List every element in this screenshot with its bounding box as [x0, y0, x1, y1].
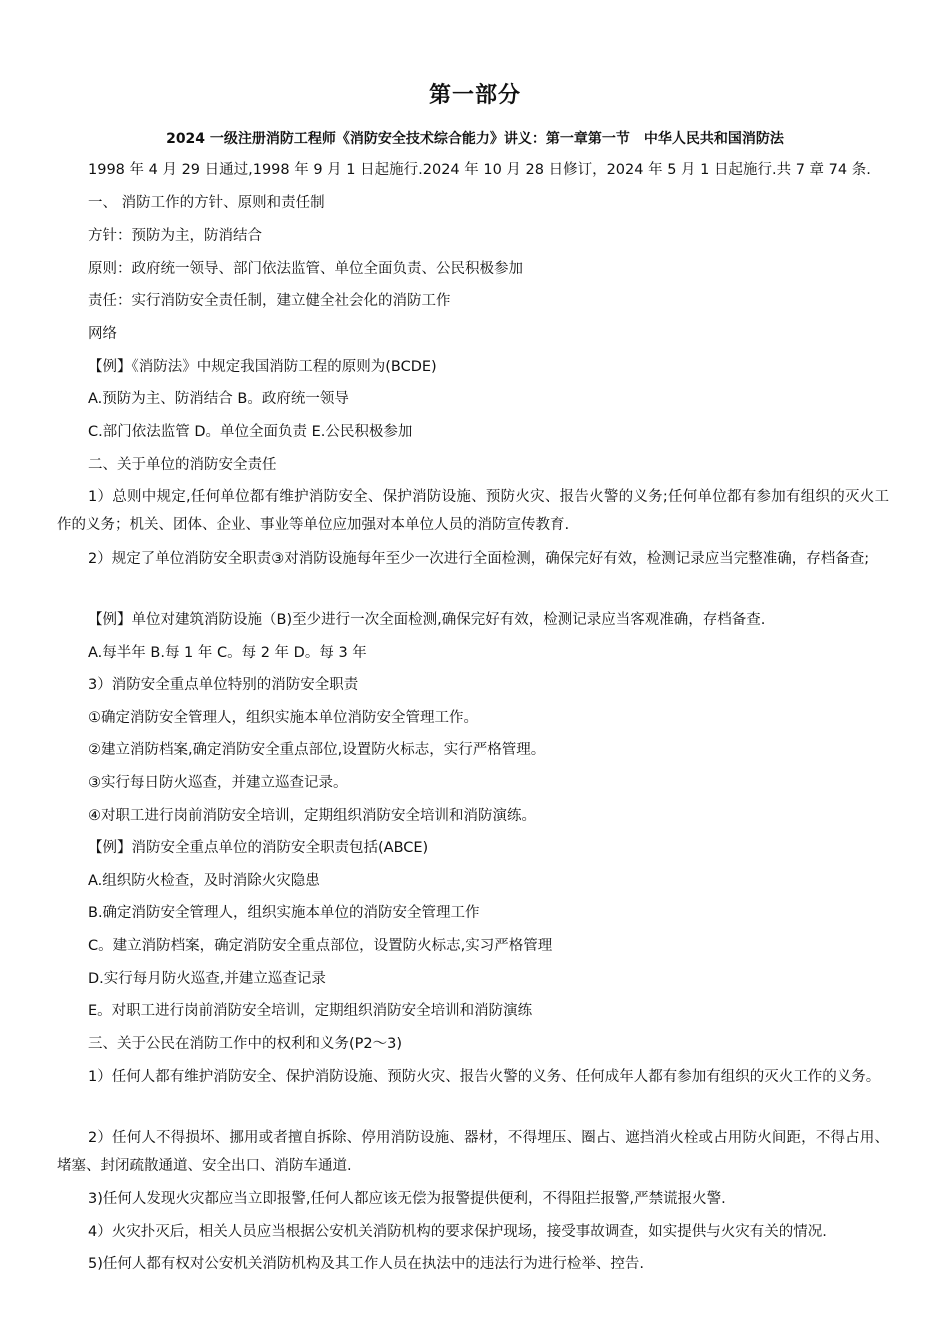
- document-subtitle: 2024 一级注册消防工程师《消防安全技术综合能力》讲义：第一章第一节 中华人民共和国消防法: [166, 131, 784, 147]
- section-heading-2: 二、关于单位的消防安全责任: [88, 457, 277, 473]
- paragraph: 5)任何人都有权对公安机关消防机构及其工作人员在执法中的违法行为进行检举、控告.: [88, 1256, 644, 1272]
- example-options: A.预防为主、防消结合 B。政府统一领导: [88, 391, 349, 407]
- page-title: 第一部分: [428, 83, 521, 108]
- list-item: ④对职工进行岗前消防安全培训，定期组织消防安全培训和消防演练。: [88, 808, 536, 824]
- section-heading-1: 一、 消防工作的方针、原则和责任制: [88, 195, 325, 211]
- paragraph: 3)任何人发现火灾都应当立即报警,任何人都应该无偿为报警提供便利，不得阻拦报警,严禁谎报火警.: [88, 1191, 726, 1207]
- paragraph: 1）总则中规定,任何单位都有维护消防安全、保护消防设施、预防火灾、报告火警的义务;任何单位都有参加有组织的灭火工作的义务；机关、团体、企业、事业等单位应加强对本单位人员的消防宣传教育.: [57, 489, 889, 533]
- paragraph: 网络: [88, 326, 117, 342]
- paragraph: 3）消防安全重点单位特别的消防安全职责: [88, 677, 359, 693]
- paragraph: 原则：政府统一领导、部门依法监管、单位全面负责、公民积极参加: [88, 261, 523, 277]
- paragraph: 2）规定了单位消防安全职责③对消防设施每年至少一次进行全面检测，确保完好有效，检测记录应当完整准确，存档备查;: [88, 551, 870, 567]
- section-heading-3: 三、关于公民在消防工作中的权利和义务(P2～3): [88, 1036, 403, 1052]
- paragraph: 4）火灾扑灭后，相关人员应当根据公安机关消防机构的要求保护现场，接受事故调查，如实提供与火灾有关的情况.: [88, 1224, 827, 1240]
- intro-paragraph: 1998 年 4 月 29 日通过,1998 年 9 月 1 日起施行.2024 年 10 月 28 日修订，2024 年 5 月 1 日起施行.共 7 章 74 条.: [88, 162, 871, 178]
- example-question: 【例】单位对建筑消防设施（B)至少进行一次全面检测,确保完好有效，检测记录应当客观准确，存档备查.: [88, 612, 766, 628]
- list-item: ②建立消防档案,确定消防安全重点部位,设置防火标志，实行严格管理。: [88, 742, 546, 758]
- example-options: C.部门依法监管 D。单位全面负责 E.公民积极参加: [88, 424, 413, 440]
- paragraph: 2）任何人不得损坏、挪用或者擅自拆除、停用消防设施、器材，不得埋压、圈占、遮挡消火栓或占用防火间距，不得占用、堵塞、封闭疏散通道、安全出口、消防车通道.: [57, 1130, 889, 1174]
- example-option: C。建立消防档案，确定消防安全重点部位，设置防火标志,实习严格管理: [88, 938, 553, 954]
- example-option: E。对职工进行岗前消防安全培训，定期组织消防安全培训和消防演练: [88, 1003, 533, 1019]
- example-option: A.组织防火检查，及时消除火灾隐患: [88, 873, 320, 889]
- example-option: D.实行每月防火巡查,并建立巡查记录: [88, 971, 326, 987]
- example-question: 【例】《消防法》中规定我国消防工程的原则为(BCDE): [88, 359, 437, 375]
- example-options: A.每半年 B.每 1 年 C。每 2 年 D。每 3 年: [88, 645, 367, 661]
- paragraph: 方针：预防为主，防消结合: [88, 228, 262, 244]
- list-item: ①确定消防安全管理人，组织实施本单位消防安全管理工作。: [88, 710, 478, 726]
- paragraph: 1）任何人都有维护消防安全、保护消防设施、预防火灾、报告火警的义务、任何成年人都有参加有组织的灭火工作的义务。: [88, 1069, 881, 1085]
- paragraph: 责任：实行消防安全责任制，建立健全社会化的消防工作: [88, 293, 451, 309]
- list-item: ③实行每日防火巡查，并建立巡查记录。: [88, 775, 348, 791]
- example-option: B.确定消防安全管理人，组织实施本单位的消防安全管理工作: [88, 905, 480, 921]
- example-question: 【例】消防安全重点单位的消防安全职责包括(ABCE): [88, 840, 429, 856]
